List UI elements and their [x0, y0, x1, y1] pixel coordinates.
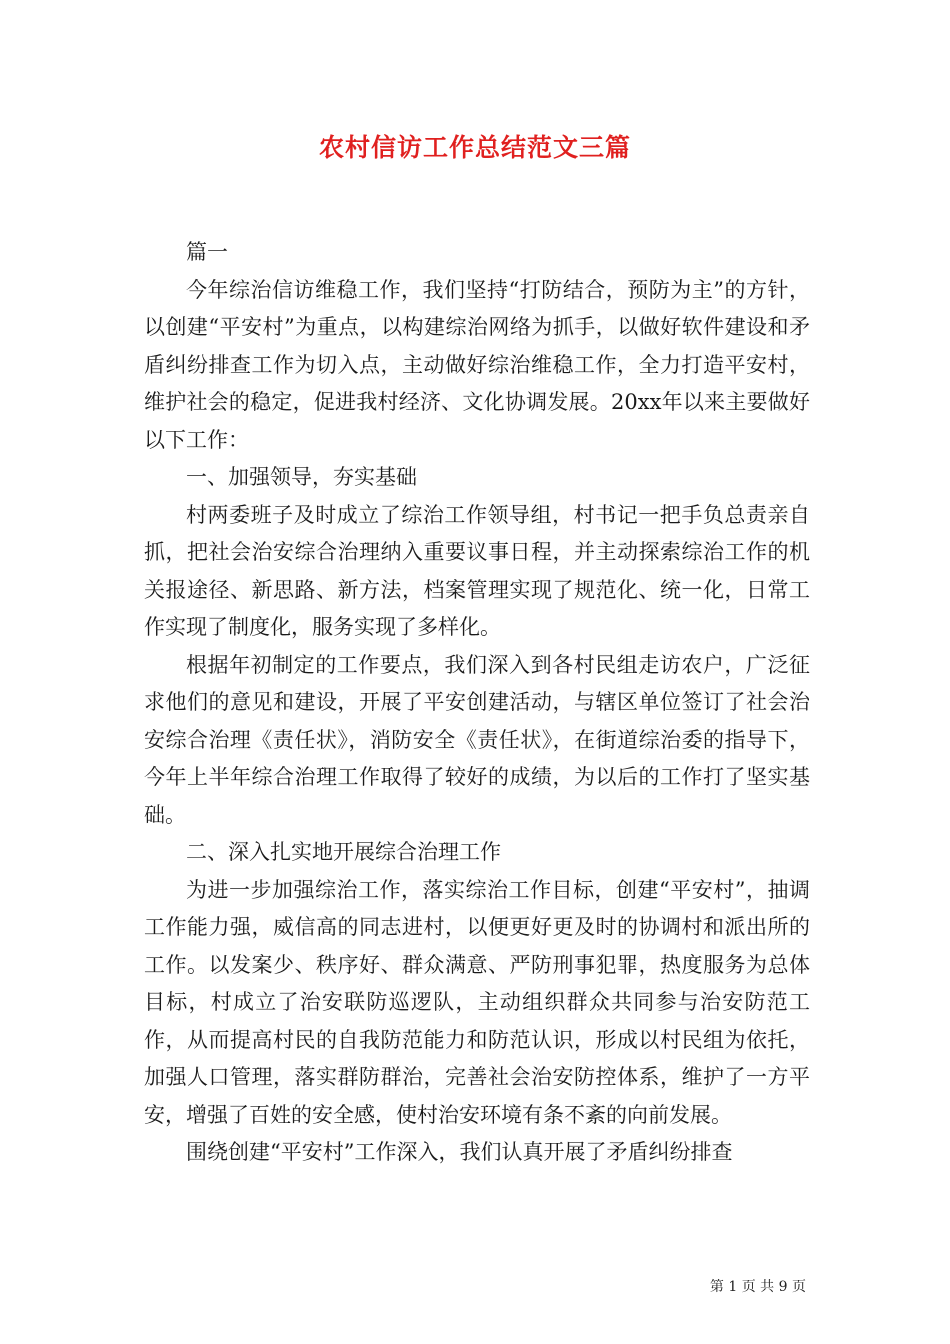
section-heading-2: 二、深入扎实地开展综合治理工作 — [186, 840, 501, 864]
section-heading-1: 一、加强领导，夯实基础 — [186, 465, 417, 489]
paragraph-dispute: 围绕创建“平安村”工作深入，我们认真开展了矛盾纠纷排查 — [186, 1140, 733, 1164]
document-body — [144, 234, 810, 1172]
document-title: 农村信访工作总结范文三篇 — [318, 133, 631, 162]
paragraph-governance: 为进一步加强综治工作，落实综治工作目标，创建“平安村”，抽调工作能力强，威信高的同志进村，以便更好更及时的协调村和派出所的工作。以发案少、秩序好、群众满意、严防刑事犯罪，热度服务为总体目标，村成立了治安联防巡逻队，主动组织群众共同参与治安防范工作，从而提高村民的自我防范能力和防范认识，形成以村民组为依托，加强人口管理，落实群防群治，完善社会治安防控体系，维护了一方平安，增强了百姓的安全感，使村治安环境有条不紊的向前发展。 — [144, 877, 810, 1127]
paragraph-leadership: 村两委班子及时成立了综治工作领导组，村书记一把手负总责亲自抓，把社会治安综合治理纳入重要议事日程，并主动探索综治工作的机关报途径、新思路、新方法，档案管理实现了规范化、统一化，日常工作实现了制度化，服务实现了多样化。 — [144, 502, 810, 639]
section-label: 篇一 — [186, 240, 228, 264]
paragraph-work-points: 根据年初制定的工作要点，我们深入到各村民组走访农户，广泛征求他们的意见和建设，开展了平安创建活动，与辖区单位签订了社会治安综合治理《责任状》，消防安全《责任状》，在街道综治委的指导下，今年上半年综合治理工作取得了较好的成绩，为以后的工作打了坚实基础。 — [144, 652, 810, 827]
page-number: 第 1 页 共 9 页 — [709, 1279, 806, 1295]
paragraph-intro: 今年综治信访维稳工作，我们坚持“打防结合，预防为主”的方针，以创建“平安村”为重点，以构建综治网络为抓手，以做好软件建设和矛盾纠纷排查工作为切入点，主动做好综治维稳工作，全力打造平安村，维护社会的稳定，促进我村经济、文化协调发展。20xx年以来主要做好以下工作： — [144, 277, 810, 452]
